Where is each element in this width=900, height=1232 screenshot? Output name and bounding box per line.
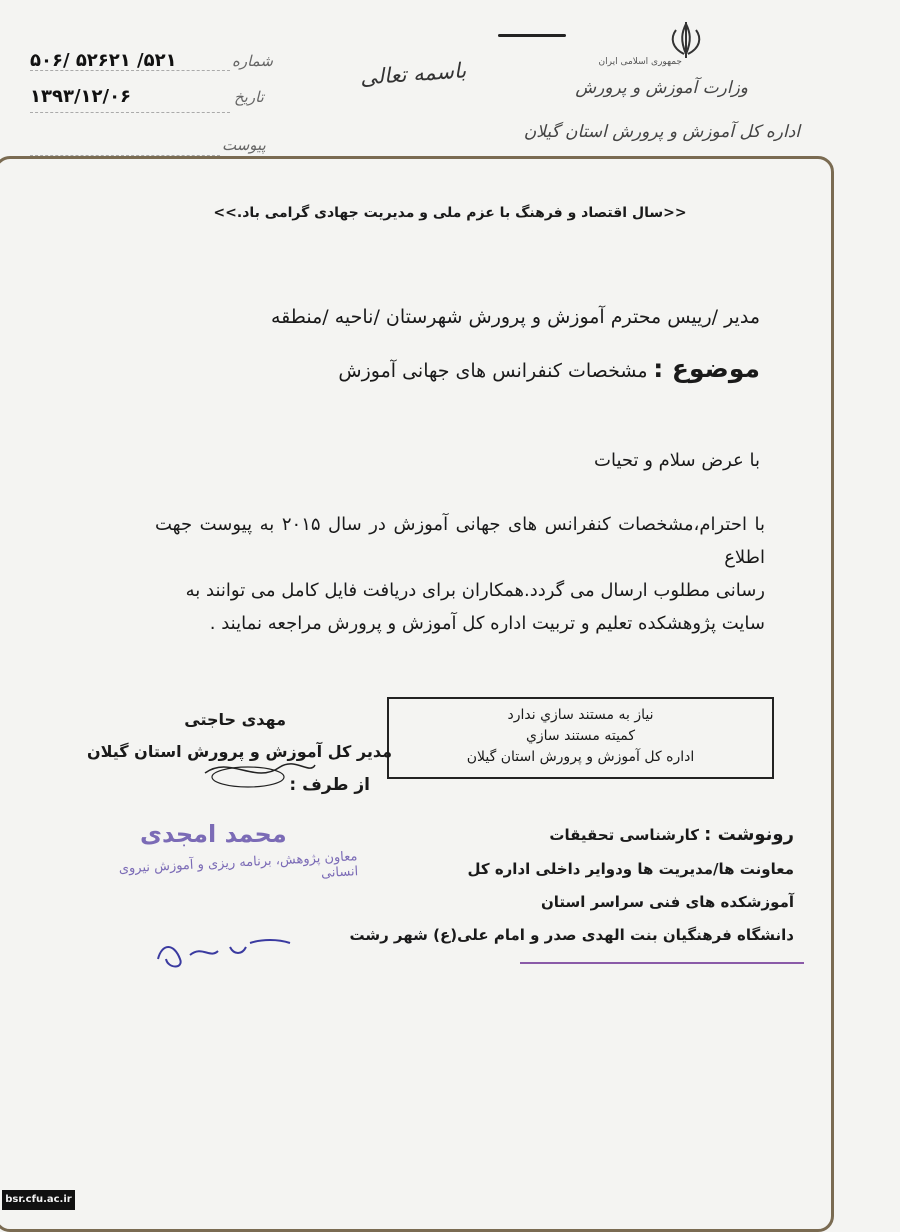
bismillah: باسمه تعالی [359,58,467,90]
body-line: با احترام،مشخصات کنفرانس های جهانی آموزش در سال ۲۰۱۵ به پیوست جهت اطلاع [155,514,766,568]
date-value: ۱۳۹۳/۱۲/۰۶ [30,86,132,107]
stamp-line-2: کمیته مستند سازي [525,728,636,744]
cc-header [549,824,794,845]
number-label: شماره [232,52,273,70]
cc-underline [520,962,804,964]
date-label: تاریخ [234,88,264,106]
top-dash [498,34,566,37]
deputy-stamp-title: معاون پژوهش، برنامه ریزی و آموزش نیروی انسانی [118,849,359,882]
ministry-name: وزارت آموزش و پرورش [575,78,748,98]
subject-key: موضوع : [653,354,760,383]
attachment-label: پیوست [222,136,266,154]
cc-recipient: دانشگاه فرهنگیان بنت الهدی صدر و امام علی(ع) شهر رشت [349,926,794,944]
number-line [30,70,230,71]
office-name: اداره کل آموزش و پرورش استان گیلان [523,122,800,142]
cc-label: رونوشت : [704,824,794,845]
letter-body [155,508,765,640]
signatory-title: مدیر کل آموزش و پرورش استان گیلان [86,742,392,761]
stamp-line-1: نیاز به مستند سازي ندارد [507,707,654,723]
body-line: سایت پژوهشکده تعلیم و تربیت اداره کل آموزش و پرورش مراجعه نمایند . [209,613,765,634]
addressee: مدیر /رییس محترم آموزش و پرورش شهرستان /ناحیه /منطقه [270,306,760,328]
number-value: ۵۲۱/ ۵۲۶۲۱ /۵۰۶ [30,50,177,71]
cc-first-recipient: کارشناسی تحقیقات [549,826,699,844]
date-line [30,112,230,113]
subject-line [338,354,760,383]
greeting: با عرض سلام و تحیات [594,450,760,471]
documentation-stamp-box [387,697,774,779]
site-badge: bsr.cfu.ac.ir [2,1190,75,1210]
director-signature-icon [200,745,320,795]
year-slogan: <<سال اقتصاد و فرهنگ با عزم ملی و مدیریت جهادی گرامی باد.>> [213,205,687,221]
on-behalf-label: از طرف : [289,775,370,795]
stamp-line-3: اداره کل آموزش و پرورش استان گیلان [466,749,695,765]
body-line: رسانی مطلوب ارسال می گردد.همکاران برای دریافت فایل کامل می توانند به [185,580,765,601]
signatory-name: مهدی حاجتی [184,710,286,729]
deputy-stamp-name: محمد امجدی [140,820,287,848]
cc-recipient: آموزشکده های فنی سراسر استان [540,893,794,911]
deputy-signature-icon [150,925,300,975]
country-name: جمهوری اسلامی ایران [598,57,682,67]
subject-text: مشخصات کنفرانس های جهانی آموزش [338,360,648,382]
cc-recipient: معاونت ها/مدیریت ها ودوایر داخلی اداره کل [467,860,794,878]
iran-emblem-icon [664,20,708,60]
